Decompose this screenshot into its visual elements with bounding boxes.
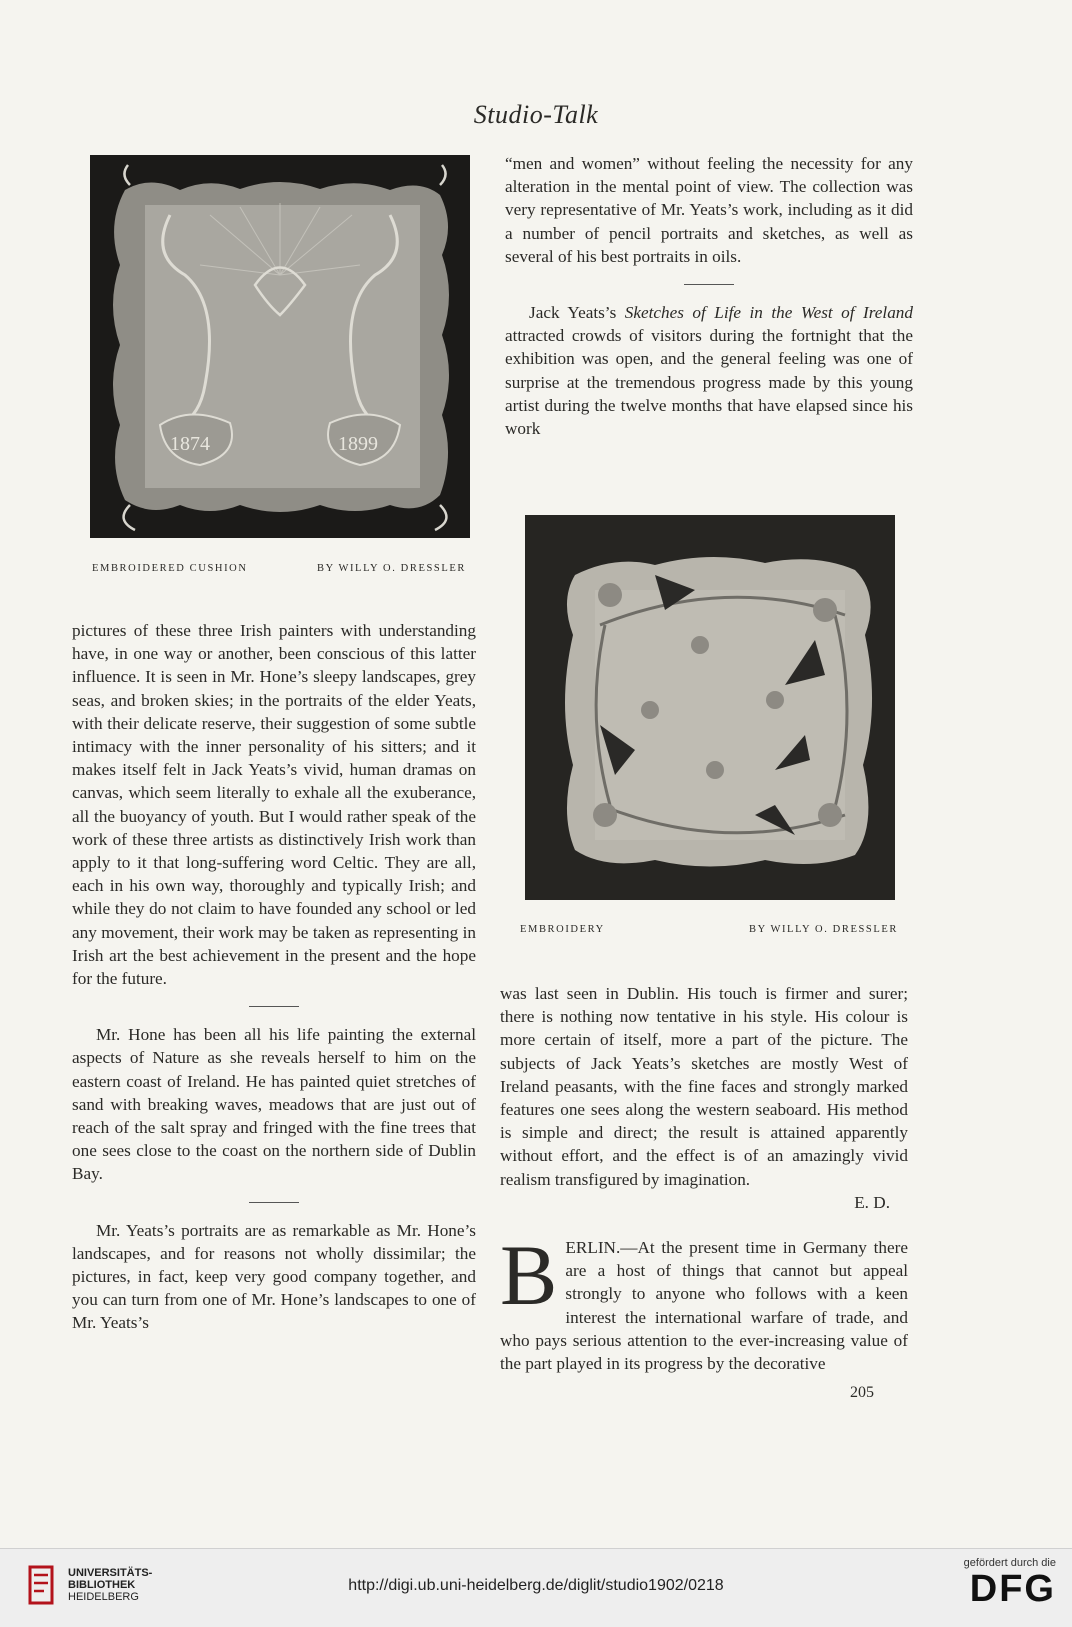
dfg-logo[interactable] <box>964 1557 1056 1609</box>
right-column-bottom <box>500 982 908 1375</box>
paragraph-berlin: BERLIN.—At the present time in Germany there are a host of things that cannot but appeal strongly to anyone who follows with a keen interest the international warfare of trade, and who pays serious attention to the ever-increasing value of the part played in its progress by the decorative <box>500 1227 908 1374</box>
figure2-caption-title: EMBROIDERY <box>520 924 605 935</box>
embroidery-image <box>525 515 895 900</box>
figure1-caption <box>92 563 466 574</box>
library-name-line3: HEIDELBERG <box>68 1591 139 1603</box>
footer-bar <box>0 1548 1072 1627</box>
figure2-caption-artist: BY WILLY O. DRESSLER <box>749 924 898 935</box>
section-divider <box>684 284 734 285</box>
library-name-line2: BIBLIOTHEK <box>68 1579 136 1591</box>
cushion-year-left: 1874 <box>170 433 210 455</box>
figure1-caption-title: EMBROIDERED CUSHION <box>92 563 248 574</box>
figure1-caption-artist: BY WILLY O. DRESSLER <box>317 563 466 574</box>
paragraph-mr-yeats-portraits: Mr. Yeats’s portraits are as remarkable as Mr. Hone’s landscapes, and for reasons not wholly dissimilar; the pictures, in fact, keep very good company together, and you can turn from one of Mr. Hone’s landscapes to one of Mr. Yeats’s <box>72 1220 476 1333</box>
paragraph-jack-yeats: Jack Yeats’s Sketches of Life in the West of Ireland attracted crowds of visitors during the fortnight that the exhibition was open, and the general feeling was one of surprise at the tremendous progress made by this young artist during the twelve months that have elapsed since his work <box>505 303 913 439</box>
embroidered-cushion-image <box>90 155 470 538</box>
author-signature: E. D. <box>854 1192 890 1212</box>
book-title: Sketches of Life in the West of Ireland <box>624 303 913 323</box>
left-column <box>72 619 476 1335</box>
paragraph-irish-painters: pictures of these three Irish painters with understanding have, in one way or another, been conscious of this latter influence. It is seen in Mr. Hone’s sleepy landscapes, grey seas, and broken skies; in the portraits of the elder Yeats, with their delicate reserve, their suggestion of some subtle intimacy with the inner personality of his sitters; and it makes itself felt in Jack Yeats’s vivid, human dramas on canvas, which seem literally to exhale all the exuberance, all the buoyancy of youth. But I would rather speak of the work of these three artists as distinctively Irish work than apply to it that long-suffering word Celtic. They are all, each in his own way, thoroughly and typically Irish; and while they do not claim to have founded any school or led any movement, their work may be taken as representing in Irish art the best achievement in the present and the hope for the future. <box>72 621 476 989</box>
right-column-top <box>505 152 913 440</box>
funded-by-label: gefördert durch die <box>963 1557 1056 1569</box>
section-divider <box>249 1006 299 1007</box>
source-url-link[interactable]: http://digi.ub.uni-heidelberg.de/diglit/studio1902/0218 <box>348 1577 724 1594</box>
dfg-logo-text: DFG <box>969 1568 1056 1610</box>
paragraph-mr-hone: Mr. Hone has been all his life painting the external aspects of Nature as she reveals herself to him on the eastern coast of Ireland. He has painted quiet stretches of sand with breaking waves, meadows that are just out of reach of the salt spray and fringed with the fine trees that one sees close to the coast on the northern side of Dublin Bay. <box>72 1025 476 1184</box>
section-divider <box>249 1202 299 1203</box>
paragraph-men-and-women: “men and women” without feeling the necessity for any alteration in the mental point of view. The collection was very representative of Mr. Yeats’s work, including as it did a number of pencil portraits and sketches, as well as several of his best portraits in oils. <box>505 154 913 266</box>
cushion-year-right: 1899 <box>338 433 378 455</box>
drop-cap: B <box>500 1227 558 1324</box>
library-name-line1: UNIVERSITÄTS- <box>68 1567 153 1579</box>
page-title: Studio-Talk <box>473 100 599 129</box>
paragraph-dublin: was last seen in Dublin. His touch is firmer and surer; there is nothing now tentative in his style. His colour is more certain of itself, more a part of the picture. The subjects of Jack Yeats’s sketches are mostly West of Ireland peasants, with the fine faces and strongly marked features one sees along the western seaboard. His method is simple and direct; the result is attained apparently without effort, and the effect is of an amazingly vivid realism transfigured by imagination. <box>500 984 908 1189</box>
figure2-caption <box>520 924 898 935</box>
page-number: 205 <box>850 1384 874 1401</box>
